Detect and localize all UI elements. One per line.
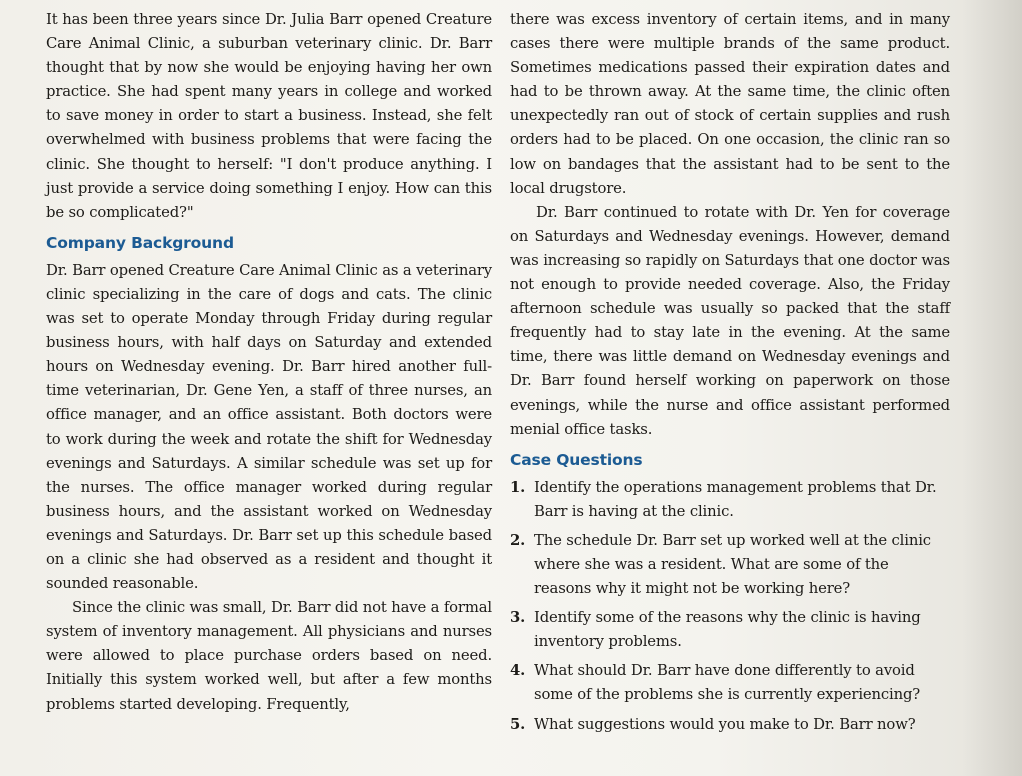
question-number: 3. [510, 609, 526, 627]
case-questions-list [510, 476, 950, 737]
question-text: What suggestions would you make to Dr. Barr now? [534, 715, 916, 733]
case-questions-heading: Case Questions [510, 450, 643, 469]
list-item [510, 659, 950, 707]
intro-paragraph: It has been three years since Dr. Julia Barr opened Creature Care Animal Clinic, a suburban veterinary clinic. Dr. Barr thought that by now she would be enjoying having her own practice. She had spent many years in college and worked to save money in order to start a business. Instead, she felt overwhelmed with business problems that were facing the clinic. She thought to herself: "I don't produce anything. I just provide a service doing something I enjoy. How can this be so complicated?" [46, 11, 492, 221]
left-column [46, 8, 492, 717]
question-number: 1. [510, 478, 526, 496]
question-number: 5. [510, 715, 526, 733]
background-paragraph-1: Dr. Barr opened Creature Care Animal Clinic as a veterinary clinic specializing in the care of dogs and cats. The clinic was set to operate Monday through Friday during regular business hours, with half days on Saturday and extended hours on Wednesday evening. Dr. Barr hired another full-time veterinarian, Dr. Gene Yen, a staff of three nurses, an office manager, and an office assistant. Both doctors were to work during the week and rotate the shift for Wednesday evenings and Saturdays. A similar schedule was set up for the nurses. The office manager worked during regular business hours, and the assistant worked on Wednesday evenings and Saturdays. Dr. Barr set up this schedule based on a clinic she had observed as a resident and thought it sounded reasonable. [46, 261, 493, 593]
question-number: 2. [510, 531, 526, 549]
question-number: 4. [510, 662, 526, 680]
page-edge-shadow [962, 0, 1022, 776]
question-text: The schedule Dr. Barr set up worked well at the clinic where she was a resident. What are some of the reasons why it might not be working here? [534, 531, 931, 598]
continued-paragraph: there was excess inventory of certain items, and in many cases there were multiple brands of the same product. Sometimes medications passed their expiration dates and had to be thrown away. At the same time, the clinic often unexpectedly ran out of stock of certain supplies and rush orders had to be placed. On one occasion, the clinic ran so low on bandages that the assistant had to be sent to the local drugstore. [510, 11, 950, 197]
question-text: Identify some of the reasons why the clinic is having inventory problems. [534, 609, 921, 651]
list-item [510, 606, 950, 654]
background-paragraph-2: Since the clinic was small, Dr. Barr did not have a formal system of inventory management. All physicians and nurses were allowed to place purchase orders based on need. Initially this system worked well, but after a few months problems started developing. Frequently, [46, 599, 492, 713]
scheduling-paragraph: Dr. Barr continued to rotate with Dr. Yen for coverage on Saturdays and Wednesday evenings. However, demand was increasing so rapidly on Saturdays that one doctor was not enough to provide needed coverage. Also, the Friday afternoon schedule was usually so packed that the staff frequently had to stay late in the evening. At the same time, there was little demand on Wednesday evenings and Dr. Barr found herself working on paperwork on those evenings, while the nurse and office assistant performed menial office tasks. [510, 203, 950, 438]
list-item [510, 476, 950, 524]
list-item [510, 713, 950, 737]
list-item [510, 529, 950, 601]
company-background-heading: Company Background [46, 233, 234, 252]
question-text: What should Dr. Barr have done differently to avoid some of the problems she is currently experiencing? [534, 662, 921, 704]
question-text: Identify the operations management problems that Dr. Barr is having at the clinic. [534, 478, 937, 520]
right-column [510, 8, 950, 742]
